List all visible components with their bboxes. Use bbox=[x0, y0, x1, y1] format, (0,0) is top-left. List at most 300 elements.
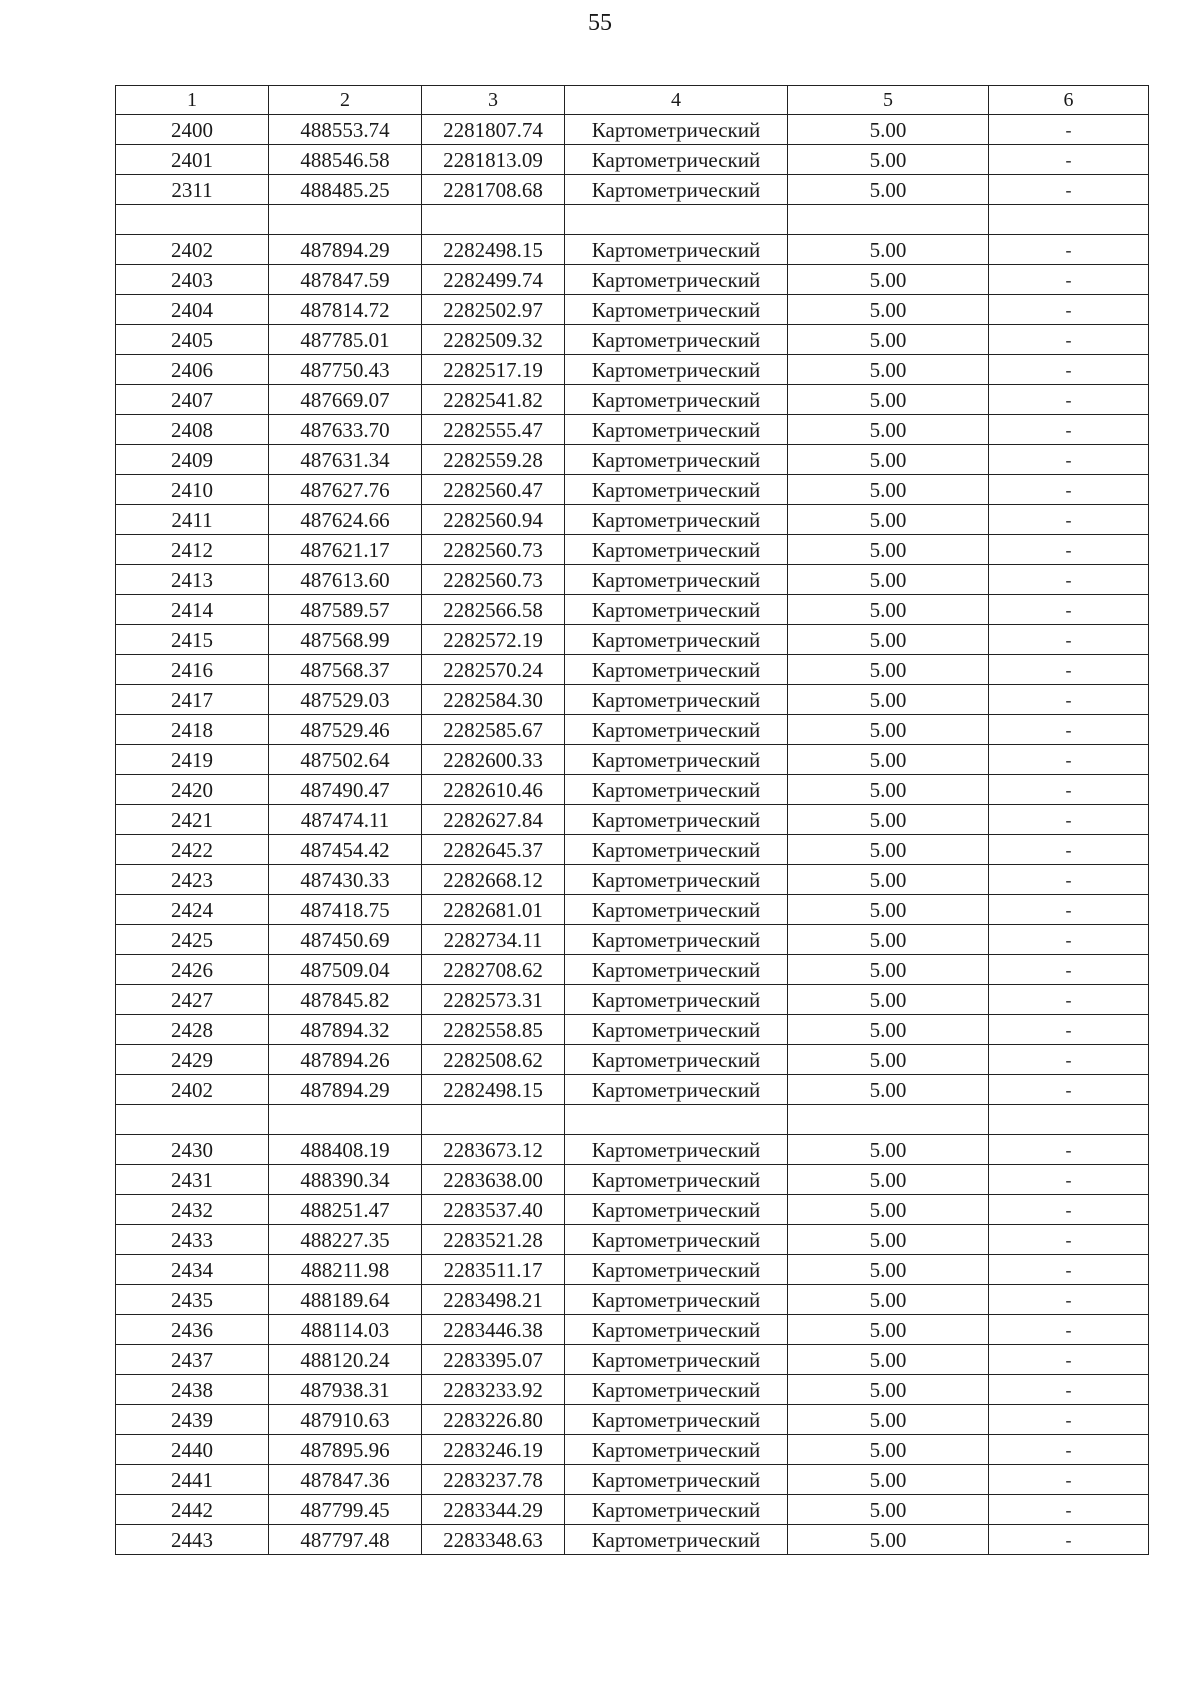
x-coordinate-cell: 487910.63 bbox=[269, 1405, 422, 1435]
point-number-cell: 2430 bbox=[116, 1135, 269, 1165]
method-cell: Картометрический bbox=[565, 895, 788, 925]
accuracy-cell bbox=[788, 205, 989, 235]
accuracy-cell: 5.00 bbox=[788, 295, 989, 325]
accuracy-cell: 5.00 bbox=[788, 1405, 989, 1435]
y-coordinate-cell: 2282517.19 bbox=[422, 355, 565, 385]
description-cell: - bbox=[989, 835, 1149, 865]
y-coordinate-cell: 2282584.30 bbox=[422, 685, 565, 715]
y-coordinate-cell: 2282573.31 bbox=[422, 985, 565, 1015]
table-row bbox=[116, 295, 1149, 325]
table-row bbox=[116, 805, 1149, 835]
x-coordinate-cell: 487814.72 bbox=[269, 295, 422, 325]
x-coordinate-cell: 488120.24 bbox=[269, 1345, 422, 1375]
y-coordinate-cell: 2282509.32 bbox=[422, 325, 565, 355]
y-coordinate-cell: 2283511.17 bbox=[422, 1255, 565, 1285]
description-cell: - bbox=[989, 985, 1149, 1015]
point-number-cell: 2438 bbox=[116, 1375, 269, 1405]
y-coordinate-cell: 2283498.21 bbox=[422, 1285, 565, 1315]
header-cell: 1 bbox=[116, 86, 269, 115]
description-cell: - bbox=[989, 1315, 1149, 1345]
description-cell: - bbox=[989, 715, 1149, 745]
description-cell bbox=[989, 1105, 1149, 1135]
description-cell: - bbox=[989, 1195, 1149, 1225]
table-row bbox=[116, 325, 1149, 355]
y-coordinate-cell: 2282681.01 bbox=[422, 895, 565, 925]
accuracy-cell: 5.00 bbox=[788, 1495, 989, 1525]
table-row bbox=[116, 1495, 1149, 1525]
accuracy-cell: 5.00 bbox=[788, 865, 989, 895]
description-cell: - bbox=[989, 1435, 1149, 1465]
page-number: 55 bbox=[588, 10, 612, 36]
description-cell: - bbox=[989, 955, 1149, 985]
point-number-cell: 2428 bbox=[116, 1015, 269, 1045]
method-cell: Картометрический bbox=[565, 1375, 788, 1405]
x-coordinate-cell: 488390.34 bbox=[269, 1165, 422, 1195]
point-number-cell: 2414 bbox=[116, 595, 269, 625]
table-row bbox=[116, 685, 1149, 715]
accuracy-cell: 5.00 bbox=[788, 1435, 989, 1465]
method-cell: Картометрический bbox=[565, 1435, 788, 1465]
description-cell: - bbox=[989, 1075, 1149, 1105]
point-number-cell: 2403 bbox=[116, 265, 269, 295]
method-cell: Картометрический bbox=[565, 835, 788, 865]
description-cell: - bbox=[989, 1405, 1149, 1435]
accuracy-cell: 5.00 bbox=[788, 445, 989, 475]
method-cell: Картометрический bbox=[565, 535, 788, 565]
description-cell: - bbox=[989, 475, 1149, 505]
description-cell: - bbox=[989, 1015, 1149, 1045]
table-row bbox=[116, 775, 1149, 805]
x-coordinate-cell: 487750.43 bbox=[269, 355, 422, 385]
method-cell: Картометрический bbox=[565, 955, 788, 985]
table-row bbox=[116, 1075, 1149, 1105]
accuracy-cell: 5.00 bbox=[788, 1075, 989, 1105]
y-coordinate-cell: 2282560.73 bbox=[422, 535, 565, 565]
description-cell: - bbox=[989, 1045, 1149, 1075]
x-coordinate-cell: 487509.04 bbox=[269, 955, 422, 985]
x-coordinate-cell: 488227.35 bbox=[269, 1225, 422, 1255]
method-cell: Картометрический bbox=[565, 565, 788, 595]
table-row bbox=[116, 1315, 1149, 1345]
x-coordinate-cell: 487568.37 bbox=[269, 655, 422, 685]
table-row bbox=[116, 1135, 1149, 1165]
description-cell: - bbox=[989, 1375, 1149, 1405]
description-cell: - bbox=[989, 925, 1149, 955]
accuracy-cell: 5.00 bbox=[788, 715, 989, 745]
accuracy-cell: 5.00 bbox=[788, 505, 989, 535]
table-row bbox=[116, 1015, 1149, 1045]
table-row bbox=[116, 1255, 1149, 1285]
y-coordinate-cell: 2283638.00 bbox=[422, 1165, 565, 1195]
method-cell: Картометрический bbox=[565, 715, 788, 745]
table-row bbox=[116, 535, 1149, 565]
description-cell: - bbox=[989, 595, 1149, 625]
accuracy-cell: 5.00 bbox=[788, 835, 989, 865]
accuracy-cell: 5.00 bbox=[788, 235, 989, 265]
method-cell: Картометрический bbox=[565, 1255, 788, 1285]
y-coordinate-cell: 2283344.29 bbox=[422, 1495, 565, 1525]
x-coordinate-cell: 487568.99 bbox=[269, 625, 422, 655]
table-row bbox=[116, 475, 1149, 505]
x-coordinate-cell: 487847.59 bbox=[269, 265, 422, 295]
y-coordinate-cell: 2282560.47 bbox=[422, 475, 565, 505]
point-number-cell: 2431 bbox=[116, 1165, 269, 1195]
description-cell: - bbox=[989, 265, 1149, 295]
table-row bbox=[116, 655, 1149, 685]
point-number-cell: 2419 bbox=[116, 745, 269, 775]
point-number-cell: 2421 bbox=[116, 805, 269, 835]
description-cell: - bbox=[989, 685, 1149, 715]
point-number-cell: 2405 bbox=[116, 325, 269, 355]
description-cell: - bbox=[989, 385, 1149, 415]
description-cell: - bbox=[989, 145, 1149, 175]
x-coordinate-cell: 487799.45 bbox=[269, 1495, 422, 1525]
point-number-cell: 2408 bbox=[116, 415, 269, 445]
y-coordinate-cell: 2282502.97 bbox=[422, 295, 565, 325]
y-coordinate-cell: 2281708.68 bbox=[422, 175, 565, 205]
x-coordinate-cell: 487474.11 bbox=[269, 805, 422, 835]
point-number-cell: 2436 bbox=[116, 1315, 269, 1345]
description-cell: - bbox=[989, 415, 1149, 445]
table-row bbox=[116, 1375, 1149, 1405]
y-coordinate-cell: 2282559.28 bbox=[422, 445, 565, 475]
y-coordinate-cell bbox=[422, 1105, 565, 1135]
y-coordinate-cell: 2282572.19 bbox=[422, 625, 565, 655]
point-number-cell: 2407 bbox=[116, 385, 269, 415]
method-cell: Картометрический bbox=[565, 745, 788, 775]
point-number-cell: 2404 bbox=[116, 295, 269, 325]
accuracy-cell: 5.00 bbox=[788, 985, 989, 1015]
description-cell: - bbox=[989, 895, 1149, 925]
method-cell: Картометрический bbox=[565, 1195, 788, 1225]
description-cell: - bbox=[989, 745, 1149, 775]
method-cell: Картометрический bbox=[565, 1225, 788, 1255]
description-cell: - bbox=[989, 625, 1149, 655]
description-cell: - bbox=[989, 505, 1149, 535]
method-cell: Картометрический bbox=[565, 1285, 788, 1315]
description-cell: - bbox=[989, 1225, 1149, 1255]
table-row bbox=[116, 1225, 1149, 1255]
accuracy-cell: 5.00 bbox=[788, 1225, 989, 1255]
x-coordinate-cell: 487938.31 bbox=[269, 1375, 422, 1405]
point-number-cell: 2424 bbox=[116, 895, 269, 925]
table-row bbox=[116, 145, 1149, 175]
header-cell: 2 bbox=[269, 86, 422, 115]
accuracy-cell: 5.00 bbox=[788, 775, 989, 805]
point-number-cell: 2402 bbox=[116, 1075, 269, 1105]
accuracy-cell: 5.00 bbox=[788, 175, 989, 205]
x-coordinate-cell: 487894.29 bbox=[269, 1075, 422, 1105]
table-row bbox=[116, 265, 1149, 295]
description-cell: - bbox=[989, 1495, 1149, 1525]
y-coordinate-cell: 2283673.12 bbox=[422, 1135, 565, 1165]
point-number-cell: 2417 bbox=[116, 685, 269, 715]
x-coordinate-cell: 488485.25 bbox=[269, 175, 422, 205]
table-row bbox=[116, 1195, 1149, 1225]
method-cell: Картометрический bbox=[565, 1075, 788, 1105]
method-cell: Картометрический bbox=[565, 415, 788, 445]
table-row bbox=[116, 565, 1149, 595]
method-cell: Картометрический bbox=[565, 445, 788, 475]
y-coordinate-cell: 2283521.28 bbox=[422, 1225, 565, 1255]
y-coordinate-cell: 2282570.24 bbox=[422, 655, 565, 685]
x-coordinate-cell: 487894.26 bbox=[269, 1045, 422, 1075]
method-cell: Картометрический bbox=[565, 295, 788, 325]
description-cell: - bbox=[989, 1285, 1149, 1315]
description-cell: - bbox=[989, 655, 1149, 685]
description-cell: - bbox=[989, 1135, 1149, 1165]
y-coordinate-cell: 2283395.07 bbox=[422, 1345, 565, 1375]
accuracy-cell: 5.00 bbox=[788, 1315, 989, 1345]
method-cell: Картометрический bbox=[565, 1495, 788, 1525]
y-coordinate-cell: 2283226.80 bbox=[422, 1405, 565, 1435]
table-row bbox=[116, 925, 1149, 955]
accuracy-cell: 5.00 bbox=[788, 895, 989, 925]
accuracy-cell: 5.00 bbox=[788, 955, 989, 985]
y-coordinate-cell: 2282668.12 bbox=[422, 865, 565, 895]
description-cell: - bbox=[989, 805, 1149, 835]
point-number-cell: 2432 bbox=[116, 1195, 269, 1225]
x-coordinate-cell: 487627.76 bbox=[269, 475, 422, 505]
method-cell: Картометрический bbox=[565, 385, 788, 415]
accuracy-cell: 5.00 bbox=[788, 1045, 989, 1075]
method-cell: Картометрический bbox=[565, 1165, 788, 1195]
table-row bbox=[116, 985, 1149, 1015]
point-number-cell: 2437 bbox=[116, 1345, 269, 1375]
accuracy-cell: 5.00 bbox=[788, 625, 989, 655]
description-cell: - bbox=[989, 445, 1149, 475]
accuracy-cell: 5.00 bbox=[788, 1285, 989, 1315]
table-row bbox=[116, 235, 1149, 265]
accuracy-cell: 5.00 bbox=[788, 655, 989, 685]
method-cell: Картометрический bbox=[565, 625, 788, 655]
accuracy-cell: 5.00 bbox=[788, 325, 989, 355]
method-cell: Картометрический bbox=[565, 775, 788, 805]
x-coordinate-cell: 487450.69 bbox=[269, 925, 422, 955]
point-number-cell: 2418 bbox=[116, 715, 269, 745]
accuracy-cell: 5.00 bbox=[788, 415, 989, 445]
description-cell: - bbox=[989, 775, 1149, 805]
x-coordinate-cell: 487847.36 bbox=[269, 1465, 422, 1495]
x-coordinate-cell: 488211.98 bbox=[269, 1255, 422, 1285]
x-coordinate-cell: 487633.70 bbox=[269, 415, 422, 445]
y-coordinate-cell: 2282541.82 bbox=[422, 385, 565, 415]
y-coordinate-cell: 2282600.33 bbox=[422, 745, 565, 775]
method-cell: Картометрический bbox=[565, 985, 788, 1015]
table-row bbox=[116, 715, 1149, 745]
x-coordinate-cell: 487631.34 bbox=[269, 445, 422, 475]
method-cell: Картометрический bbox=[565, 175, 788, 205]
y-coordinate-cell: 2281813.09 bbox=[422, 145, 565, 175]
y-coordinate-cell: 2282498.15 bbox=[422, 235, 565, 265]
accuracy-cell: 5.00 bbox=[788, 1135, 989, 1165]
y-coordinate-cell: 2282555.47 bbox=[422, 415, 565, 445]
table-header-row bbox=[116, 86, 1149, 115]
x-coordinate-cell: 487418.75 bbox=[269, 895, 422, 925]
x-coordinate-cell: 488553.74 bbox=[269, 115, 422, 145]
accuracy-cell: 5.00 bbox=[788, 805, 989, 835]
description-cell bbox=[989, 205, 1149, 235]
y-coordinate-cell: 2282734.11 bbox=[422, 925, 565, 955]
description-cell: - bbox=[989, 535, 1149, 565]
x-coordinate-cell: 488251.47 bbox=[269, 1195, 422, 1225]
y-coordinate-cell: 2282499.74 bbox=[422, 265, 565, 295]
x-coordinate-cell: 487621.17 bbox=[269, 535, 422, 565]
y-coordinate-cell: 2282560.73 bbox=[422, 565, 565, 595]
y-coordinate-cell: 2282627.84 bbox=[422, 805, 565, 835]
y-coordinate-cell: 2282498.15 bbox=[422, 1075, 565, 1105]
method-cell: Картометрический bbox=[565, 145, 788, 175]
method-cell: Картометрический bbox=[565, 1135, 788, 1165]
x-coordinate-cell: 487454.42 bbox=[269, 835, 422, 865]
point-number-cell: 2401 bbox=[116, 145, 269, 175]
method-cell: Картометрический bbox=[565, 475, 788, 505]
table-separator-row bbox=[116, 205, 1149, 235]
accuracy-cell: 5.00 bbox=[788, 535, 989, 565]
accuracy-cell: 5.00 bbox=[788, 745, 989, 775]
point-number-cell: 2427 bbox=[116, 985, 269, 1015]
y-coordinate-cell: 2283348.63 bbox=[422, 1525, 565, 1555]
point-number-cell: 2442 bbox=[116, 1495, 269, 1525]
description-cell: - bbox=[989, 295, 1149, 325]
accuracy-cell: 5.00 bbox=[788, 685, 989, 715]
x-coordinate-cell: 487669.07 bbox=[269, 385, 422, 415]
accuracy-cell: 5.00 bbox=[788, 1195, 989, 1225]
method-cell: Картометрический bbox=[565, 1015, 788, 1045]
accuracy-cell: 5.00 bbox=[788, 1525, 989, 1555]
point-number-cell: 2420 bbox=[116, 775, 269, 805]
method-cell: Картометрический bbox=[565, 865, 788, 895]
y-coordinate-cell: 2282708.62 bbox=[422, 955, 565, 985]
point-number-cell: 2400 bbox=[116, 115, 269, 145]
y-coordinate-cell: 2282508.62 bbox=[422, 1045, 565, 1075]
table-row bbox=[116, 745, 1149, 775]
y-coordinate-cell: 2282566.58 bbox=[422, 595, 565, 625]
table-row bbox=[116, 865, 1149, 895]
point-number-cell: 2406 bbox=[116, 355, 269, 385]
accuracy-cell: 5.00 bbox=[788, 1255, 989, 1285]
y-coordinate-cell: 2282645.37 bbox=[422, 835, 565, 865]
table-row bbox=[116, 385, 1149, 415]
table-row bbox=[116, 1435, 1149, 1465]
table-separator-row bbox=[116, 1105, 1149, 1135]
y-coordinate-cell bbox=[422, 205, 565, 235]
y-coordinate-cell: 2283537.40 bbox=[422, 1195, 565, 1225]
x-coordinate-cell bbox=[269, 1105, 422, 1135]
point-number-cell: 2425 bbox=[116, 925, 269, 955]
x-coordinate-cell: 487894.32 bbox=[269, 1015, 422, 1045]
table-row bbox=[116, 115, 1149, 145]
method-cell: Картометрический bbox=[565, 1525, 788, 1555]
x-coordinate-cell: 487624.66 bbox=[269, 505, 422, 535]
x-coordinate-cell: 488189.64 bbox=[269, 1285, 422, 1315]
method-cell: Картометрический bbox=[565, 355, 788, 385]
description-cell: - bbox=[989, 1465, 1149, 1495]
method-cell: Картометрический bbox=[565, 595, 788, 625]
table-row bbox=[116, 1285, 1149, 1315]
x-coordinate-cell: 487894.29 bbox=[269, 235, 422, 265]
table-row bbox=[116, 415, 1149, 445]
point-number-cell: 2402 bbox=[116, 235, 269, 265]
y-coordinate-cell: 2282558.85 bbox=[422, 1015, 565, 1045]
x-coordinate-cell: 488114.03 bbox=[269, 1315, 422, 1345]
method-cell: Картометрический bbox=[565, 685, 788, 715]
table-body bbox=[116, 86, 1149, 1555]
accuracy-cell: 5.00 bbox=[788, 1375, 989, 1405]
table-row bbox=[116, 1165, 1149, 1195]
method-cell bbox=[565, 205, 788, 235]
description-cell: - bbox=[989, 1255, 1149, 1285]
table-row bbox=[116, 1525, 1149, 1555]
point-number-cell: 2426 bbox=[116, 955, 269, 985]
table-row bbox=[116, 1465, 1149, 1495]
table-row bbox=[116, 955, 1149, 985]
point-number-cell: 2415 bbox=[116, 625, 269, 655]
method-cell: Картометрический bbox=[565, 925, 788, 955]
x-coordinate-cell: 487895.96 bbox=[269, 1435, 422, 1465]
header-cell: 5 bbox=[788, 86, 989, 115]
table-row bbox=[116, 1345, 1149, 1375]
accuracy-cell: 5.00 bbox=[788, 1465, 989, 1495]
table-row bbox=[116, 175, 1149, 205]
point-number-cell: 2443 bbox=[116, 1525, 269, 1555]
description-cell: - bbox=[989, 1525, 1149, 1555]
table-row bbox=[116, 1045, 1149, 1075]
table-row bbox=[116, 625, 1149, 655]
method-cell: Картометрический bbox=[565, 805, 788, 835]
table-row bbox=[116, 445, 1149, 475]
description-cell: - bbox=[989, 175, 1149, 205]
y-coordinate-cell: 2281807.74 bbox=[422, 115, 565, 145]
point-number-cell: 2423 bbox=[116, 865, 269, 895]
header-cell: 3 bbox=[422, 86, 565, 115]
point-number-cell: 2422 bbox=[116, 835, 269, 865]
method-cell: Картометрический bbox=[565, 265, 788, 295]
accuracy-cell: 5.00 bbox=[788, 385, 989, 415]
header-cell: 6 bbox=[989, 86, 1149, 115]
x-coordinate-cell: 487785.01 bbox=[269, 325, 422, 355]
description-cell: - bbox=[989, 235, 1149, 265]
point-number-cell: 2429 bbox=[116, 1045, 269, 1075]
header-cell: 4 bbox=[565, 86, 788, 115]
y-coordinate-cell: 2283233.92 bbox=[422, 1375, 565, 1405]
x-coordinate-cell: 487502.64 bbox=[269, 745, 422, 775]
point-number-cell bbox=[116, 205, 269, 235]
method-cell: Картометрический bbox=[565, 1045, 788, 1075]
point-number-cell: 2311 bbox=[116, 175, 269, 205]
x-coordinate-cell: 488546.58 bbox=[269, 145, 422, 175]
point-number-cell: 2410 bbox=[116, 475, 269, 505]
table-row bbox=[116, 355, 1149, 385]
method-cell: Картометрический bbox=[565, 115, 788, 145]
method-cell: Картометрический bbox=[565, 325, 788, 355]
description-cell: - bbox=[989, 1345, 1149, 1375]
accuracy-cell: 5.00 bbox=[788, 565, 989, 595]
method-cell: Картометрический bbox=[565, 1405, 788, 1435]
accuracy-cell: 5.00 bbox=[788, 115, 989, 145]
accuracy-cell: 5.00 bbox=[788, 1165, 989, 1195]
method-cell: Картометрический bbox=[565, 1465, 788, 1495]
accuracy-cell: 5.00 bbox=[788, 475, 989, 505]
point-number-cell bbox=[116, 1105, 269, 1135]
accuracy-cell: 5.00 bbox=[788, 1345, 989, 1375]
y-coordinate-cell: 2282560.94 bbox=[422, 505, 565, 535]
description-cell: - bbox=[989, 865, 1149, 895]
point-number-cell: 2435 bbox=[116, 1285, 269, 1315]
x-coordinate-cell: 487490.47 bbox=[269, 775, 422, 805]
method-cell: Картометрический bbox=[565, 1315, 788, 1345]
x-coordinate-cell: 487613.60 bbox=[269, 565, 422, 595]
